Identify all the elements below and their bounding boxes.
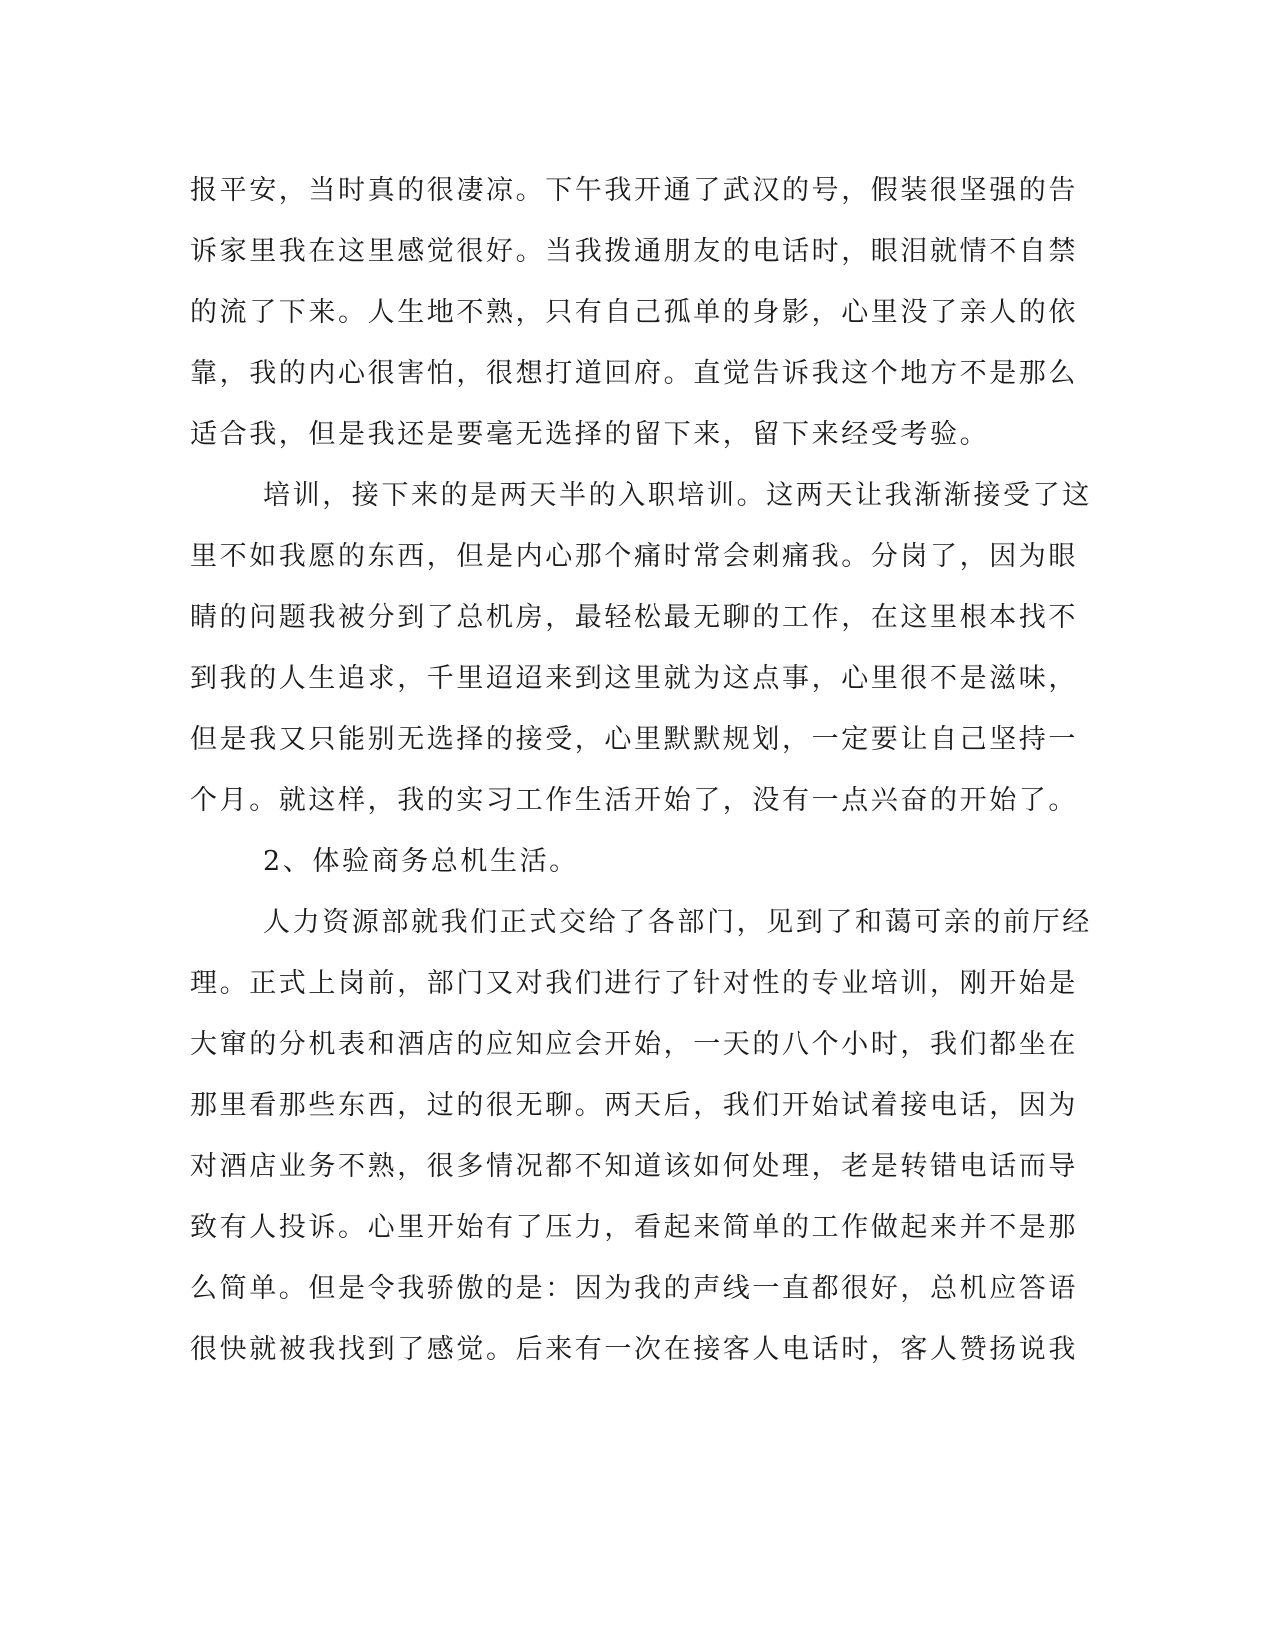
text-line: 大窜的分机表和酒店的应知应会开始，一天的八个小时，我们都坐在 — [190, 1029, 1078, 1060]
text-line: 到我的人生追求，千里迢迢来到这里就为这点事，心里很不是滋味， — [190, 663, 1078, 694]
text-line: 人力资源部就我们正式交给了各部门，见到了和蔼可亲的前厅经 — [263, 907, 1092, 938]
text-line: 培训，接下来的是两天半的入职培训。这两天让我渐渐接受了这 — [263, 480, 1092, 511]
text-line: 里不如我愿的东西，但是内心那个痛时常会刺痛我。分岗了，因为眼 — [190, 541, 1078, 572]
text-line: 报平安，当时真的很凄凉。下午我开通了武汉的号，假装很坚强的告 — [190, 175, 1078, 206]
text-line: 理。正式上岗前，部门又对我们进行了针对性的专业培训，刚开始是 — [190, 968, 1078, 999]
text-line: 靠，我的内心很害怕，很想打道回府。直觉告诉我这个地方不是那么 — [190, 358, 1078, 389]
text-line: 的流了下来。人生地不熟，只有自己孤单的身影，心里没了亲人的依 — [190, 297, 1078, 328]
text-line: 致有人投诉。心里开始有了压力，看起来简单的工作做起来并不是那 — [190, 1212, 1078, 1243]
text-line: 很快就被我找到了感觉。后来有一次在接客人电话时，客人赞扬说我 — [190, 1334, 1078, 1365]
section-heading: 2、体验商务总机生活。 — [263, 846, 579, 877]
text-line: 睛的问题我被分到了总机房，最轻松最无聊的工作，在这里根本找不 — [190, 602, 1078, 633]
body-text — [190, 160, 1090, 1380]
text-line: 但是我又只能别无选择的接受，心里默默规划，一定要让自己坚持一 — [190, 724, 1078, 755]
text-line: 适合我，但是我还是要毫无选择的留下来，留下来经受考验。 — [190, 419, 990, 450]
text-line: 个月。就这样，我的实习工作生活开始了，没有一点兴奋的开始了。 — [190, 785, 1078, 816]
text-line: 诉家里我在这里感觉很好。当我拨通朋友的电话时，眼泪就情不自禁 — [190, 236, 1078, 267]
text-line: 对酒店业务不熟，很多情况都不知道该如何处理，老是转错电话而导 — [190, 1151, 1078, 1182]
text-line: 那里看那些东西，过的很无聊。两天后，我们开始试着接电话，因为 — [190, 1090, 1078, 1121]
text-line: 么简单。但是令我骄傲的是：因为我的声线一直都很好，总机应答语 — [190, 1273, 1078, 1304]
